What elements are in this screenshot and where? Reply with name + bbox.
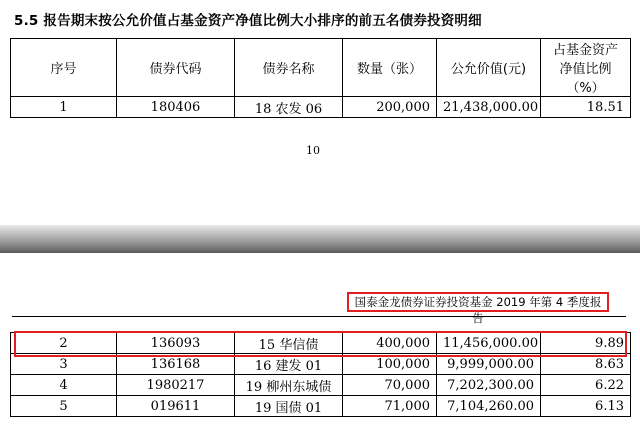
- cell-index: 2: [11, 333, 117, 354]
- section-title: 5.5 报告期末按公允价值占基金资产净值比例大小排序的前五名债券投资明细: [14, 13, 482, 29]
- cell-fair-value: 7,202,300.00: [437, 375, 541, 396]
- table-header-row: [11, 39, 631, 97]
- cell-index: 3: [11, 354, 117, 375]
- bond-holdings-table-header: [10, 38, 631, 118]
- col-header-quantity: 数量（张）: [343, 39, 437, 97]
- cell-fair-value: 21,438,000.00: [437, 97, 541, 118]
- cell-ratio: 6.22: [541, 375, 631, 396]
- cell-quantity: 71,000: [343, 396, 437, 417]
- page-gap: [0, 225, 640, 253]
- cell-name: 15 华信债: [235, 333, 343, 354]
- cell-code: 180406: [117, 97, 235, 118]
- table-row: [11, 396, 631, 417]
- cell-fair-value: 7,104,260.00: [437, 396, 541, 417]
- table-row: [11, 97, 631, 118]
- table-row: [11, 333, 631, 354]
- cell-ratio: 6.13: [541, 396, 631, 417]
- cell-quantity: 400,000: [343, 333, 437, 354]
- cell-index: 5: [11, 396, 117, 417]
- table-row: [11, 375, 631, 396]
- cell-ratio: 9.89: [541, 333, 631, 354]
- header-rule: [12, 316, 626, 317]
- col-header-index: 序号: [11, 39, 117, 97]
- cell-quantity: 200,000: [343, 97, 437, 118]
- col-header-name: 债券名称: [235, 39, 343, 97]
- cell-code: 136168: [117, 354, 235, 375]
- cell-name: 16 建发 01: [235, 354, 343, 375]
- cell-name: 19 柳州东城债: [235, 375, 343, 396]
- cell-code: 1980217: [117, 375, 235, 396]
- table-row: [11, 354, 631, 375]
- cell-ratio: 8.63: [541, 354, 631, 375]
- page-number: 10: [306, 144, 320, 157]
- document-header: 国泰金龙债券证券投资基金 2019 年第 4 季度报告: [347, 292, 609, 312]
- cell-ratio: 18.51: [541, 97, 631, 118]
- cell-code: 019611: [117, 396, 235, 417]
- col-header-fair-value: 公允价值(元): [437, 39, 541, 97]
- col-header-ratio: 占基金资产净值比例（%）: [541, 39, 631, 97]
- cell-code: 136093: [117, 333, 235, 354]
- cell-quantity: 100,000: [343, 354, 437, 375]
- cell-fair-value: 11,456,000.00: [437, 333, 541, 354]
- cell-name: 18 农发 06: [235, 97, 343, 118]
- bond-holdings-table-continued: [10, 332, 631, 417]
- cell-quantity: 70,000: [343, 375, 437, 396]
- cell-index: 1: [11, 97, 117, 118]
- cell-index: 4: [11, 375, 117, 396]
- cell-name: 19 国债 01: [235, 396, 343, 417]
- cell-fair-value: 9,999,000.00: [437, 354, 541, 375]
- col-header-code: 债券代码: [117, 39, 235, 97]
